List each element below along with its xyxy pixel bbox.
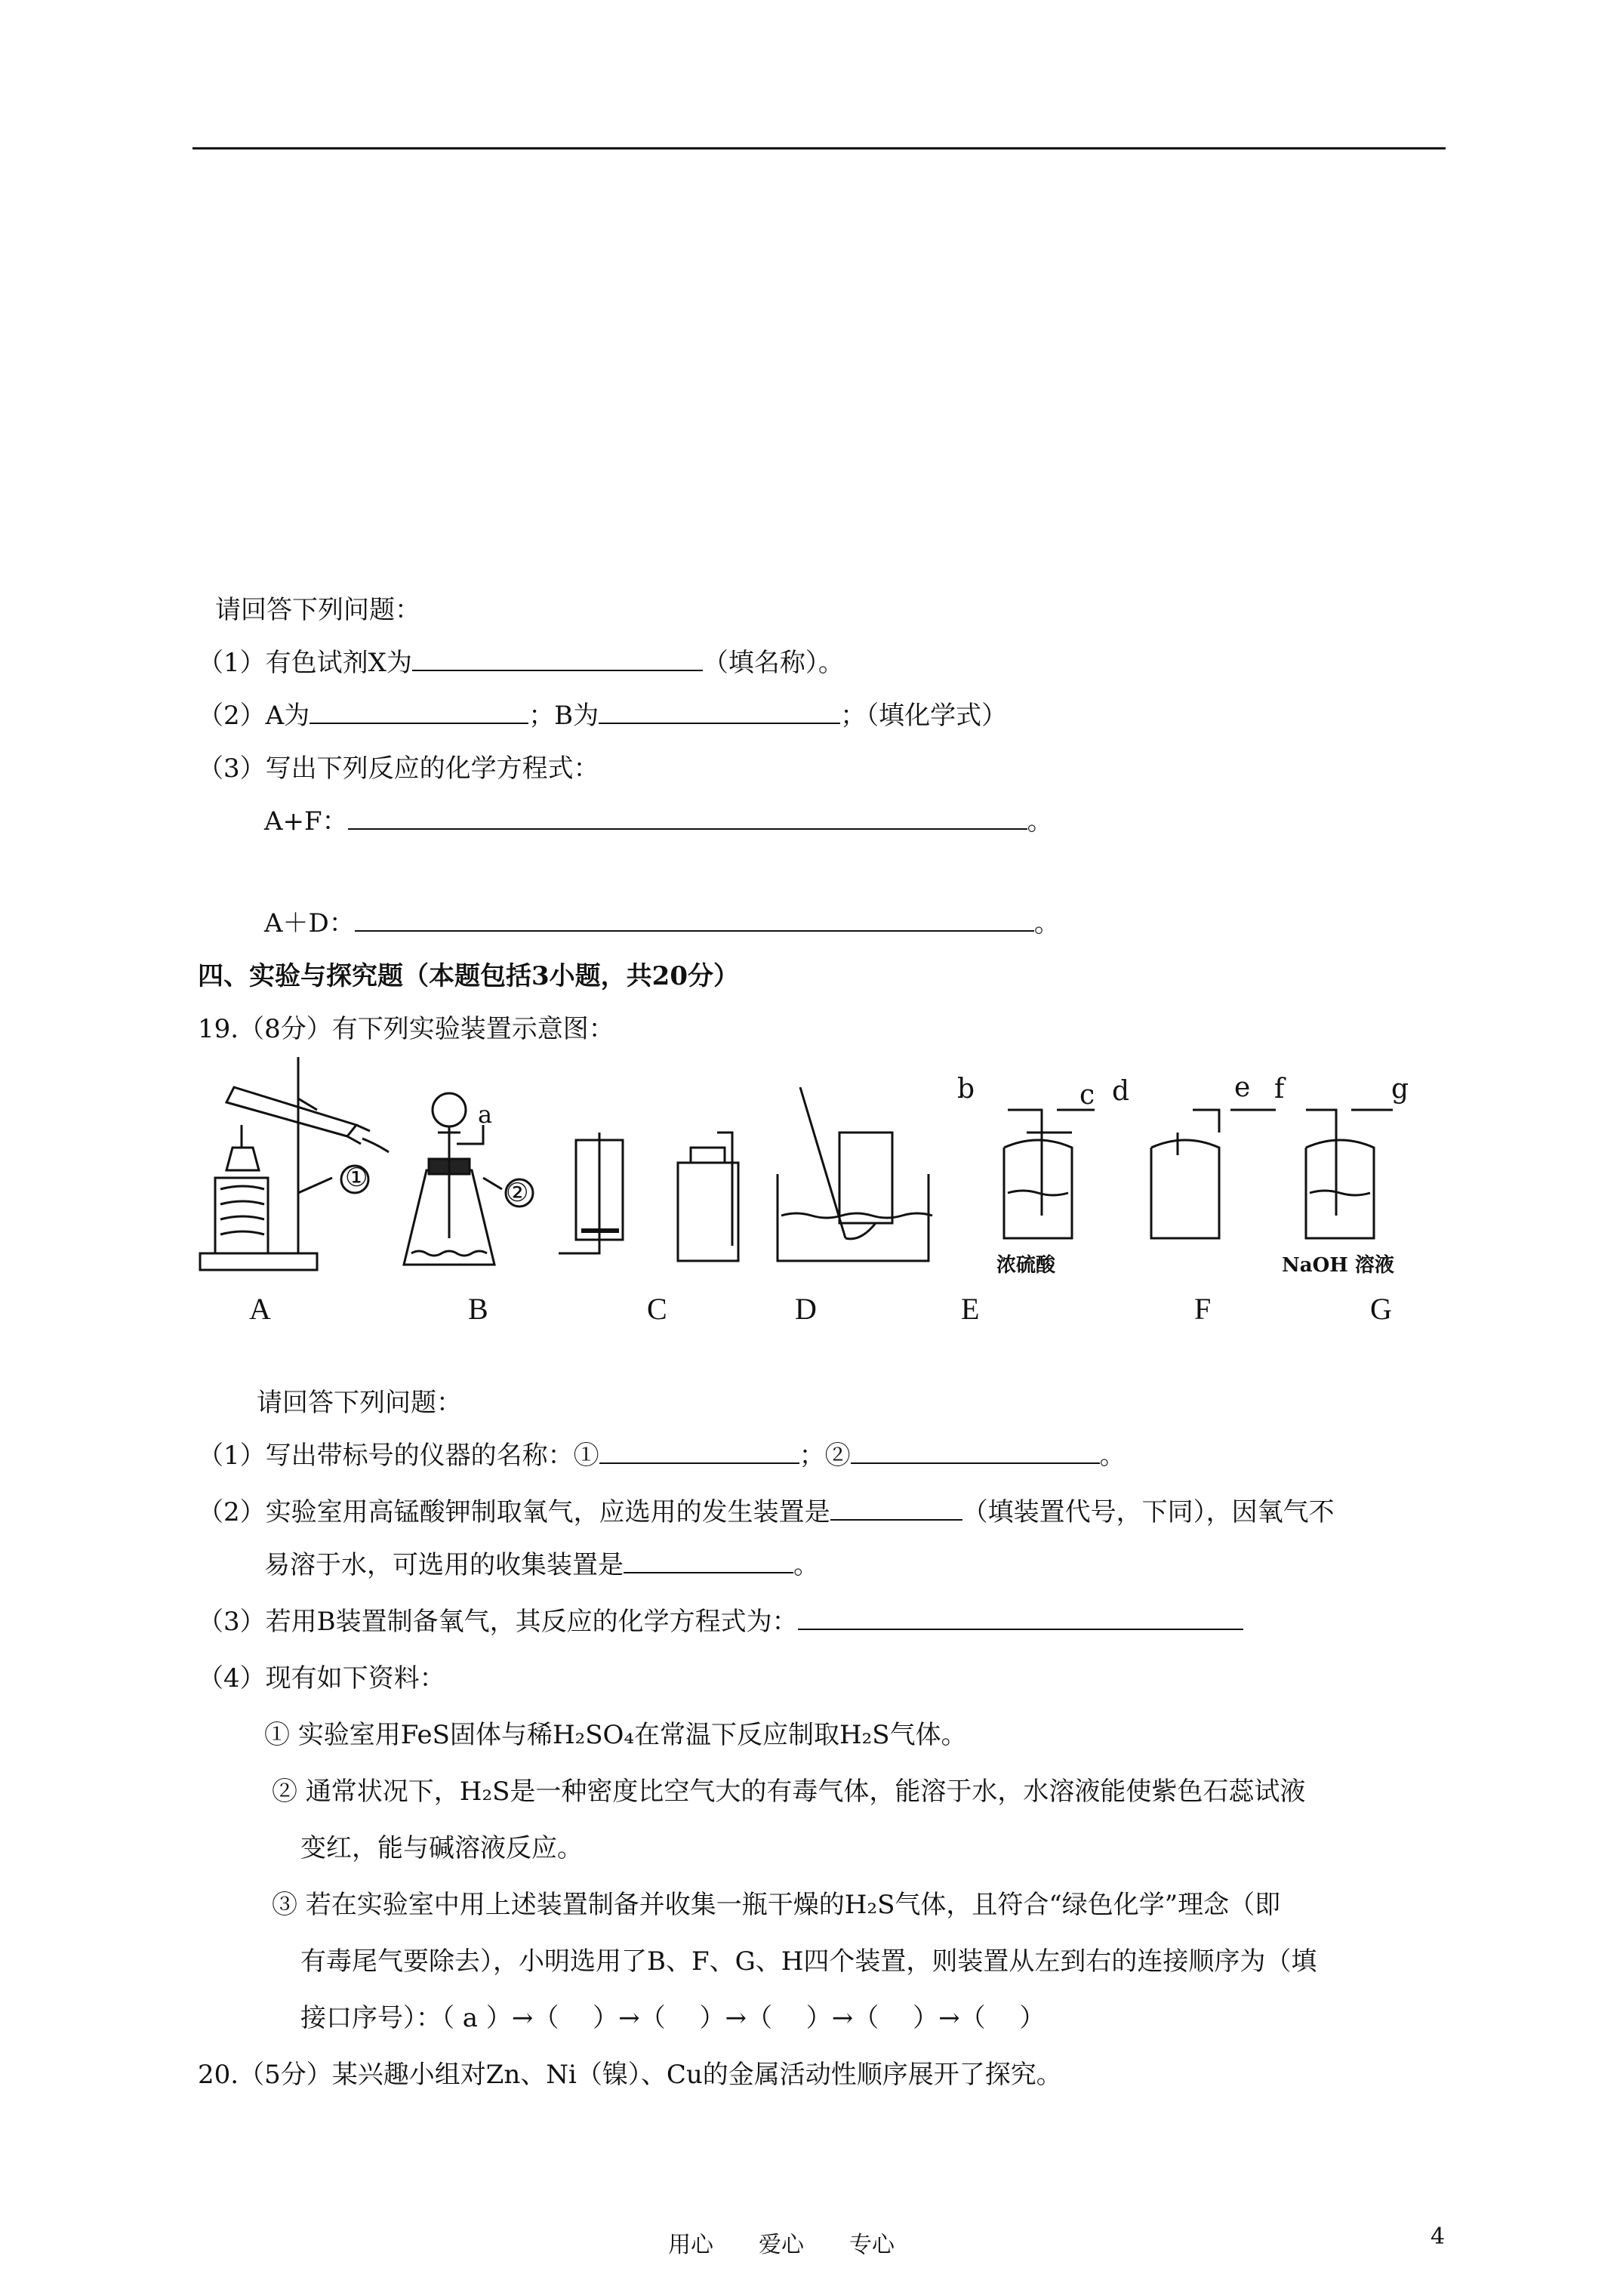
caption-e-acid: 浓硫酸 xyxy=(996,1254,1056,1277)
q19-part1-prefix: （1）写出带标号的仪器的名称：① xyxy=(198,1441,599,1471)
q19-part4: （4）现有如下资料： xyxy=(198,1663,445,1693)
answer-blank-equation-b[interactable] xyxy=(798,1603,1243,1630)
port-a: a xyxy=(478,1100,493,1129)
port-g: g xyxy=(1391,1074,1409,1105)
apparatus-label-a: A xyxy=(249,1292,271,1326)
q19-intro: 请回答下列问题： xyxy=(257,1388,462,1418)
q19-part2-line2 xyxy=(264,1544,819,1581)
material-2-line2: 变红，能与碱溶液反应。 xyxy=(300,1833,583,1863)
eq-ad-label: A＋D： xyxy=(264,908,355,938)
apparatus-d-drawing xyxy=(778,1087,932,1261)
apparatus-label-f: F xyxy=(1194,1292,1212,1326)
material-3-line1: ③ 若在实验室中用上述装置制备并收集一瓶干燥的H₂S气体，且符合“绿色化学”理念（即 xyxy=(272,1890,1281,1920)
q18-intro: 请回答下列问题： xyxy=(215,595,420,625)
q19-part3-prefix: （3）若用B装置制备氧气，其反应的化学方程式为： xyxy=(198,1607,798,1637)
apparatus-label-c: C xyxy=(647,1292,667,1326)
apparatus-label-b: B xyxy=(468,1292,488,1326)
answer-blank-generator[interactable] xyxy=(830,1493,962,1521)
port-c: c xyxy=(1079,1080,1095,1111)
section-4-heading: 四、实验与探究题（本题包括3小题，共20分） xyxy=(198,961,739,991)
apparatus-f-drawing xyxy=(1151,1110,1276,1238)
q18-part2-mid: ；B为 xyxy=(528,701,599,731)
q18-part2-prefix: （2）A为 xyxy=(198,701,310,731)
apparatus-label-e: E xyxy=(961,1292,980,1326)
q18-part1-suffix: （填名称）。 xyxy=(702,648,844,678)
apparatus-g-drawing xyxy=(1306,1110,1393,1238)
page-number: 4 xyxy=(1431,2224,1446,2250)
eq-af-period: 。 xyxy=(1027,806,1053,837)
port-d: d xyxy=(1112,1076,1130,1107)
q19-part2-prefix: （2）实验室用高锰酸钾制取氧气，应选用的发生装置是 xyxy=(198,1497,830,1527)
eq-af-label: A+F： xyxy=(264,806,348,837)
material-2-line1: ② 通常状况下，H₂S是一种密度比空气大的有毒气体，能溶于水，水溶液能使紫色石蕊试液 xyxy=(272,1777,1306,1807)
q20-stem: 20.（5分）某兴趣小组对Zn、Ni（镍）、Cu的金属活动性顺序展开了探究。 xyxy=(198,2060,1062,2090)
q19-stem: 19.（8分）有下列实验装置示意图： xyxy=(198,1014,614,1044)
caption-g-naoh: NaOH 溶液 xyxy=(1282,1254,1394,1277)
answer-blank-collector[interactable] xyxy=(624,1546,793,1573)
q18-part1-prefix: （1）有色试剂X为 xyxy=(198,648,412,678)
q19-part2-suffix: （填装置代号，下同），因氧气不 xyxy=(962,1497,1335,1527)
answer-blank-instrument-2[interactable] xyxy=(851,1437,1100,1464)
eq-ad-period: 。 xyxy=(1033,908,1060,938)
q18-part3: （3）写出下列反应的化学方程式： xyxy=(198,754,599,784)
marker-1: ① xyxy=(345,1163,368,1193)
q19-part2-line2-prefix: 易溶于水，可选用的收集装置是 xyxy=(264,1550,624,1580)
material-3-line3: 接口序号）：（ a ）→（ ）→（ ）→（ ）→（ ）→（ ） xyxy=(300,2003,1046,2033)
port-f: f xyxy=(1274,1074,1285,1105)
apparatus-label-d: D xyxy=(795,1292,817,1326)
q19-part3 xyxy=(198,1601,1243,1638)
q19-part1 xyxy=(198,1435,1126,1472)
material-1: ① 实验室用FeS固体与稀H₂SO₄在常温下反应制取H₂S气体。 xyxy=(264,1720,967,1750)
marker-2: ② xyxy=(506,1178,529,1208)
apparatus-label-g: G xyxy=(1370,1292,1392,1326)
apparatus-c-drawing xyxy=(559,1133,738,1261)
footer-motto: 用心 爱心 专心 xyxy=(668,2232,895,2258)
port-e: e xyxy=(1234,1072,1251,1103)
q19-part2-line1 xyxy=(198,1491,1335,1528)
answer-blank-instrument-1[interactable] xyxy=(599,1437,799,1464)
material-3-line2: 有毒尾气要除去），小明选用了B、F、G、H四个装置，则装置从左到右的连接顺序为（填 xyxy=(300,1946,1317,1977)
apparatus-e-drawing xyxy=(1004,1110,1095,1238)
port-b: b xyxy=(957,1074,975,1105)
q19-part1-mid: ；② xyxy=(799,1441,851,1471)
q18-part2-suffix: ；（填化学式） xyxy=(840,701,1008,731)
q19-part1-suffix: 。 xyxy=(1099,1441,1126,1471)
q19-part2-line2-suffix: 。 xyxy=(793,1550,819,1580)
